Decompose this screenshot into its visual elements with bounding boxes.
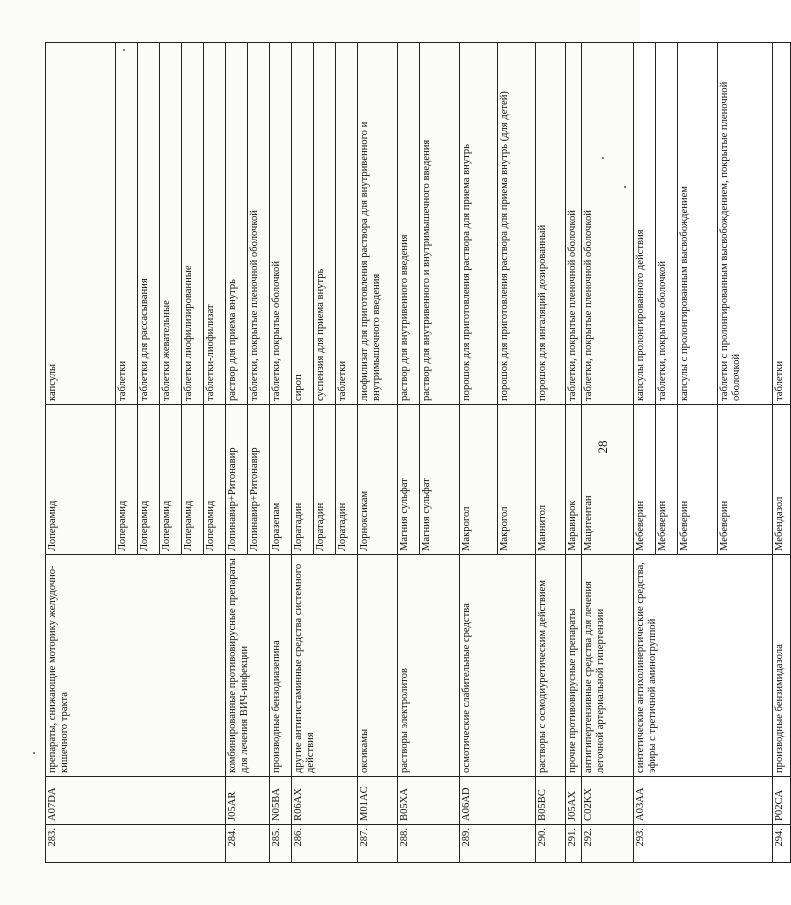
drug-name-cell: Лоперамид — [116, 405, 138, 555]
dosage-form-cell: капсулы с пролонгированным высвобождением — [678, 43, 718, 405]
pharm-group-cell: растворы электролитов — [398, 555, 460, 777]
pharm-group-cell: оксикамы — [358, 555, 398, 777]
dosage-form-cell: таблетки жевательные — [160, 43, 182, 405]
row-number-cell: 288. — [398, 825, 460, 863]
row-number-cell: 292. — [582, 825, 634, 863]
row-number-cell: 285. — [270, 825, 292, 863]
drug-name-cell: Макрогол — [498, 405, 536, 555]
dosage-form-cell: раствор для приема внутрь — [226, 43, 248, 405]
atc-code-cell: B05XA — [398, 777, 460, 825]
dosage-form-cell: сироп — [292, 43, 314, 405]
row-number-cell: 287. — [358, 825, 398, 863]
drug-name-cell: Мебеверин — [656, 405, 678, 555]
pharm-group-cell: антигипертензивные средства для лечения легочной артериальной гипертензии — [582, 555, 634, 777]
atc-code-cell: B05BC — [536, 777, 566, 825]
atc-code-cell: J05AX — [566, 777, 582, 825]
atc-code-cell: A03AA — [634, 777, 773, 825]
row-number-cell: 294. — [773, 825, 791, 863]
drug-name-cell: Лоразепам — [270, 405, 292, 555]
table-row — [270, 43, 292, 863]
table-row — [226, 43, 248, 863]
drug-name-cell: Лопинавир+Ритонавир — [226, 405, 248, 555]
dosage-form-cell: раствор для внутривенного введения — [398, 43, 420, 405]
pharm-group-cell: другие антигистаминные средства системного действия — [292, 555, 358, 777]
pharm-group-cell: прочие противовирусные препараты — [566, 555, 582, 777]
table-row — [582, 43, 634, 863]
dosage-form-cell: суспензия для приема внутрь — [314, 43, 336, 405]
drug-name-cell: Лопинавир+Ритонавир — [248, 405, 270, 555]
scan-speck — [624, 186, 626, 188]
dosage-form-cell: таблетки — [336, 43, 358, 405]
table-row — [292, 43, 314, 863]
drug-name-cell: Мебеверин — [634, 405, 656, 555]
drug-name-cell: Мебеверин — [718, 405, 773, 555]
drug-name-cell: Лоперамид — [46, 405, 116, 555]
scan-speck — [123, 49, 125, 51]
page-number: 28 — [595, 440, 610, 454]
table-row — [634, 43, 656, 863]
drug-name-cell: Мебендазол — [773, 405, 791, 555]
drug-table — [45, 42, 791, 863]
row-number-cell: 283. — [46, 825, 226, 863]
scan-speck — [33, 752, 35, 754]
drug-name-cell: Магния сульфат — [398, 405, 420, 555]
dosage-form-cell: таблетки, покрытые пленочной оболочкой — [566, 43, 582, 405]
drug-name-cell: Лоперамид — [182, 405, 204, 555]
dosage-form-cell: раствор для внутривенного и внутримышечного введения — [420, 43, 460, 405]
dosage-form-cell: лиофилизат для приготовления раствора для внутривенного и внутримышечного введения — [358, 43, 398, 405]
dosage-form-cell: таблетки лиофилизированные — [182, 43, 204, 405]
atc-code-cell: N05BA — [270, 777, 292, 825]
atc-code-cell: C02KX — [582, 777, 634, 825]
row-number-cell: 291. — [566, 825, 582, 863]
row-number-cell: 284. — [226, 825, 270, 863]
atc-code-cell: R06AX — [292, 777, 358, 825]
drug-name-cell: Мацитентан — [582, 405, 634, 555]
pharm-group-cell: производные бензимидазола — [773, 555, 791, 777]
table-row — [460, 43, 498, 863]
row-number-cell: 289. — [460, 825, 536, 863]
pharm-group-cell: препараты, снижающие моторику желудочно-кишечного тракта — [46, 555, 226, 777]
scan-speck — [602, 157, 604, 159]
dosage-form-cell: порошок для приготовления раствора для приема внутрь (для детей) — [498, 43, 536, 405]
dosage-form-cell: таблетки с пролонгированным высвобождением, покрытые пленочной оболочкой — [718, 43, 773, 405]
drug-table-body — [46, 43, 791, 863]
pharm-group-cell: осмотические слабительные средства — [460, 555, 536, 777]
row-number-cell: 293. — [634, 825, 773, 863]
row-number-cell: 286. — [292, 825, 358, 863]
drug-name-cell: Лоперамид — [160, 405, 182, 555]
dosage-form-cell: капсулы пролонгированного действия — [634, 43, 656, 405]
pharm-group-cell: комбинированные противовирусные препараты для лечения ВИЧ-инфекции — [226, 555, 270, 777]
table-row — [536, 43, 566, 863]
drug-name-cell: Лоратадин — [314, 405, 336, 555]
dosage-form-cell: таблетки — [773, 43, 791, 405]
atc-code-cell: M01AC — [358, 777, 398, 825]
drug-name-cell: Маравирок — [566, 405, 582, 555]
atc-code-cell: P02CA — [773, 777, 791, 825]
row-number-cell: 290. — [536, 825, 566, 863]
dosage-form-cell: порошок для приготовления раствора для приема внутрь — [460, 43, 498, 405]
rotated-table-wrapper — [45, 43, 785, 863]
dosage-form-cell: таблетки, покрытые оболочкой — [270, 43, 292, 405]
atc-code-cell: A06AD — [460, 777, 536, 825]
table-row — [773, 43, 791, 863]
dosage-form-cell: таблетки, покрытые пленочной оболочкой — [248, 43, 270, 405]
drug-name-cell: Маннитол — [536, 405, 566, 555]
drug-name-cell: Мебеверин — [678, 405, 718, 555]
dosage-form-cell: таблетки, покрытые оболочкой — [656, 43, 678, 405]
drug-name-cell: Лорноксикам — [358, 405, 398, 555]
drug-name-cell: Макрогол — [460, 405, 498, 555]
dosage-form-cell: таблетки — [116, 43, 138, 405]
dosage-form-cell: таблетки-лиофилизат — [204, 43, 226, 405]
pharm-group-cell: растворы с осмодиуретическим действием — [536, 555, 566, 777]
table-row — [46, 43, 116, 863]
drug-name-cell: Лоратадин — [292, 405, 314, 555]
dosage-form-cell: таблетки для рассасывания — [138, 43, 160, 405]
atc-code-cell: J05AR — [226, 777, 270, 825]
drug-name-cell: Лоперамид — [204, 405, 226, 555]
atc-code-cell: A07DA — [46, 777, 226, 825]
pharm-group-cell: синтетические антихолинергические средства, эфиры с третичной аминогруппой — [634, 555, 773, 777]
table-row — [358, 43, 398, 863]
drug-name-cell: Лоперамид — [138, 405, 160, 555]
pharm-group-cell: производные бензодиазепина — [270, 555, 292, 777]
dosage-form-cell: порошок для ингаляций дозированный — [536, 43, 566, 405]
drug-name-cell: Лоратадин — [336, 405, 358, 555]
dosage-form-cell: капсулы — [46, 43, 116, 405]
table-row — [566, 43, 582, 863]
table-row — [398, 43, 420, 863]
drug-name-cell: Магния сульфат — [420, 405, 460, 555]
dosage-form-cell: таблетки, покрытые пленочной оболочкой — [582, 43, 634, 405]
